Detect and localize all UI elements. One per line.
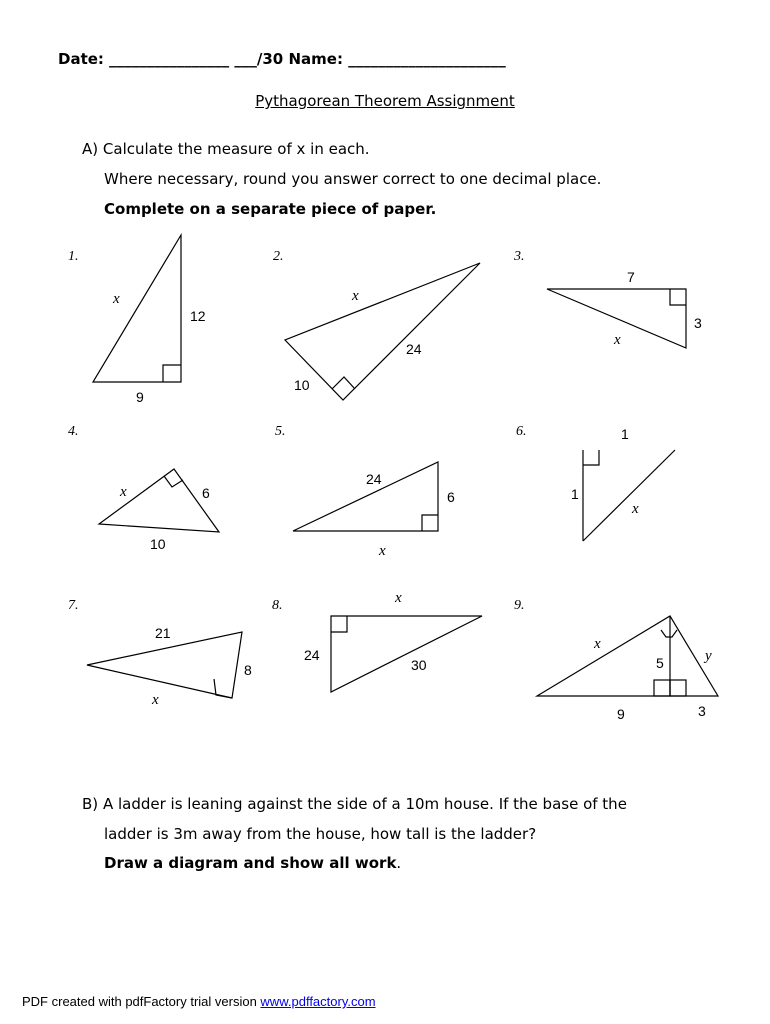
label-top: 21 (155, 625, 171, 641)
label-hypotenuse: 24 (366, 471, 382, 487)
label-side: 3 (694, 315, 702, 331)
date-blank[interactable]: ________________ (109, 50, 230, 68)
problem-index: 7. (68, 598, 79, 613)
problem-9 (514, 598, 718, 722)
label-top: x (395, 590, 402, 606)
label-altitude: 5 (656, 655, 664, 671)
part-a-line2: Where necessary, round you answer correct to one decimal place. (104, 170, 602, 188)
name-blank[interactable]: _____________________ (348, 50, 506, 68)
label-hypotenuse: 30 (411, 657, 427, 673)
label-left: 1 (571, 486, 579, 502)
problem-6 (516, 424, 675, 541)
problem-index: 9. (514, 598, 525, 613)
problem-index: 8. (272, 598, 283, 613)
right-angle-marker-top (661, 630, 677, 637)
label-base: 9 (136, 389, 144, 405)
triangle (537, 616, 718, 696)
label-vertical: 12 (190, 308, 206, 324)
right-angle-marker-left (654, 680, 670, 696)
right-angle-marker (422, 515, 438, 531)
label-vertical: 6 (447, 489, 455, 505)
label-leg-left: x (120, 484, 127, 500)
problem-index: 5. (275, 424, 286, 439)
right-angle-marker (163, 365, 181, 382)
right-angle-marker (331, 616, 347, 632)
problem-8 (272, 590, 482, 692)
problem-7 (68, 598, 252, 708)
part-a-line3: Complete on a separate piece of paper. (104, 200, 437, 218)
problem-index: 4. (68, 424, 79, 439)
part-b-line1: A ladder is leaning against the side of a 10m house. If the base of the (102, 795, 627, 813)
label-leg-short: 10 (294, 377, 310, 393)
part-b-question (82, 790, 627, 879)
problem-index: 6. (516, 424, 527, 439)
label-hypotenuse: 10 (150, 536, 166, 552)
pdf-footer (22, 994, 376, 1009)
label-hypotenuse: x (352, 288, 359, 304)
part-a-prefix: A) (82, 140, 99, 158)
right-angle-marker (670, 289, 686, 305)
name-label: Name: (288, 50, 343, 68)
label-leg-long: 24 (406, 341, 422, 357)
part-b-line3: Draw a diagram and show all work (104, 854, 397, 872)
right-angle-marker (214, 679, 232, 698)
problem-index: 1. (68, 249, 79, 264)
score-total: /30 (256, 50, 284, 68)
right-angle-marker (332, 377, 355, 389)
problem-2 (273, 249, 480, 400)
label-left: 24 (304, 647, 320, 663)
right-angle-marker (583, 450, 599, 465)
label-base: x (379, 543, 386, 559)
label-right: 8 (244, 662, 252, 678)
hypotenuse (583, 450, 675, 541)
label-right-side: y (705, 648, 712, 664)
label-top: 1 (621, 426, 629, 442)
triangle (93, 235, 181, 382)
problem-5 (275, 424, 455, 559)
label-base-right: 3 (698, 703, 706, 719)
problem-4 (68, 424, 219, 552)
triangle (331, 616, 482, 692)
footer-link[interactable]: www.pdffactory.com (260, 994, 376, 1009)
label-leg-right: 6 (202, 485, 210, 501)
problem-3 (513, 249, 702, 348)
date-label: Date: (58, 50, 104, 68)
score-blank[interactable]: ___ (234, 50, 257, 68)
problem-1 (68, 235, 206, 405)
label-left-side: x (594, 636, 601, 652)
part-b-line3-end: . (396, 854, 402, 872)
triangle (285, 263, 480, 400)
triangle (99, 469, 219, 532)
label-base-left: 9 (617, 706, 625, 722)
page-title: Pythagorean Theorem Assignment (255, 92, 515, 110)
label-top: 7 (627, 269, 635, 285)
triangle (87, 632, 242, 698)
label-hypotenuse: x (632, 501, 639, 517)
label-bottom: x (152, 692, 159, 708)
part-a-line1: Calculate the measure of x in each. (102, 140, 370, 158)
problem-index: 2. (273, 249, 284, 264)
right-angle-marker-right (670, 680, 686, 696)
label-hypotenuse: x (113, 291, 120, 307)
part-b-line2: ladder is 3m away from the house, how tall is the ladder? (104, 824, 537, 843)
label-hypotenuse: x (614, 332, 621, 348)
problem-index: 3. (514, 249, 525, 264)
part-b-prefix: B) (82, 795, 99, 813)
footer-text: PDF created with pdfFactory trial version (22, 994, 261, 1009)
